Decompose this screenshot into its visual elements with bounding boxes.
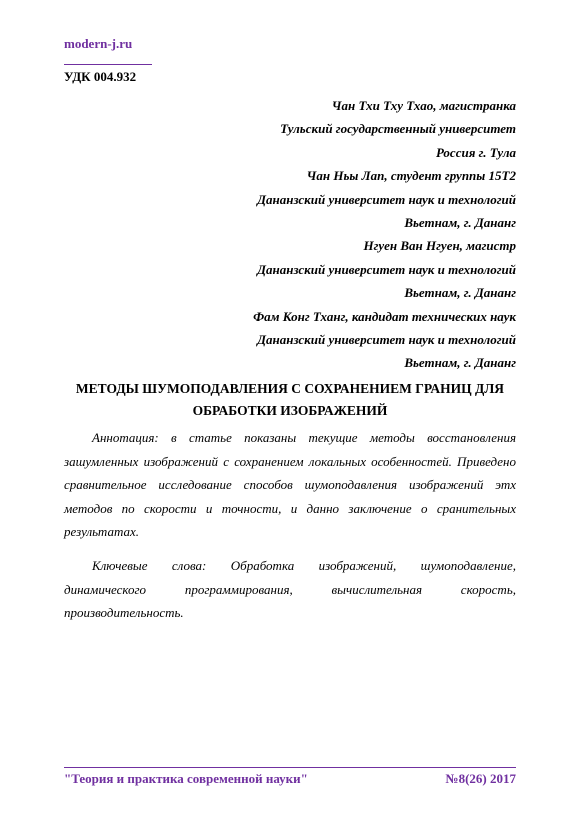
author-line: Чан Ньы Лап, студент группы 15Т2 <box>306 168 516 184</box>
author-line: Тульский государственный университет <box>280 121 516 137</box>
keywords-text: Ключевые слова: Обработка изображений, шумоподавление, динамического программирования, вычислительная скорость, производительность. <box>64 557 516 621</box>
abstract-block <box>64 426 516 625</box>
author-line: Вьетнам, г. Дананг <box>404 214 516 230</box>
issue-number: №8(26) 2017 <box>445 771 516 786</box>
author-line: Дананзский университет наук и технологий <box>257 331 516 347</box>
site-url: modern-j.ru <box>64 36 133 51</box>
paper-title: МЕТОДЫ ШУМОПОДАВЛЕНИЯ С СОХРАНЕНИЕМ ГРАНИЦ ДЛЯ ОБРАБОТКИ ИЗОБРАЖЕНИЙ <box>75 381 505 418</box>
author-line: Россия г. Тула <box>435 144 516 160</box>
abstract-text: Аннотация: в статье показаны текущие методы восстановления зашумленных изображений с сохранением локальных особенностей. Приведено сравнительное исследование способов шумоподавления изображений этх методов по скорости и точности, и данно заключение о сранительных результатах. <box>64 430 516 540</box>
author-line: Вьетнам, г. Дананг <box>404 285 516 301</box>
udk-code: УДК 004.932 <box>64 69 137 84</box>
journal-name: "Теория и практика современной науки" <box>64 771 308 786</box>
author-line: Дананзский университет наук и технологий <box>257 191 516 207</box>
author-line: Вьетнам, г. Дананг <box>404 355 516 371</box>
author-line: Чан Тхи Тху Тхао, магистранка <box>331 98 516 113</box>
footer-divider <box>64 767 516 768</box>
header-divider <box>64 64 152 65</box>
author-line: Дананзский университет наук и технологий <box>257 261 516 277</box>
author-line: Фам Конг Тханг, кандидат технических наук <box>253 308 516 324</box>
author-line: Нгуен Ван Нгуен, магистр <box>363 238 516 254</box>
author-block <box>64 94 516 375</box>
